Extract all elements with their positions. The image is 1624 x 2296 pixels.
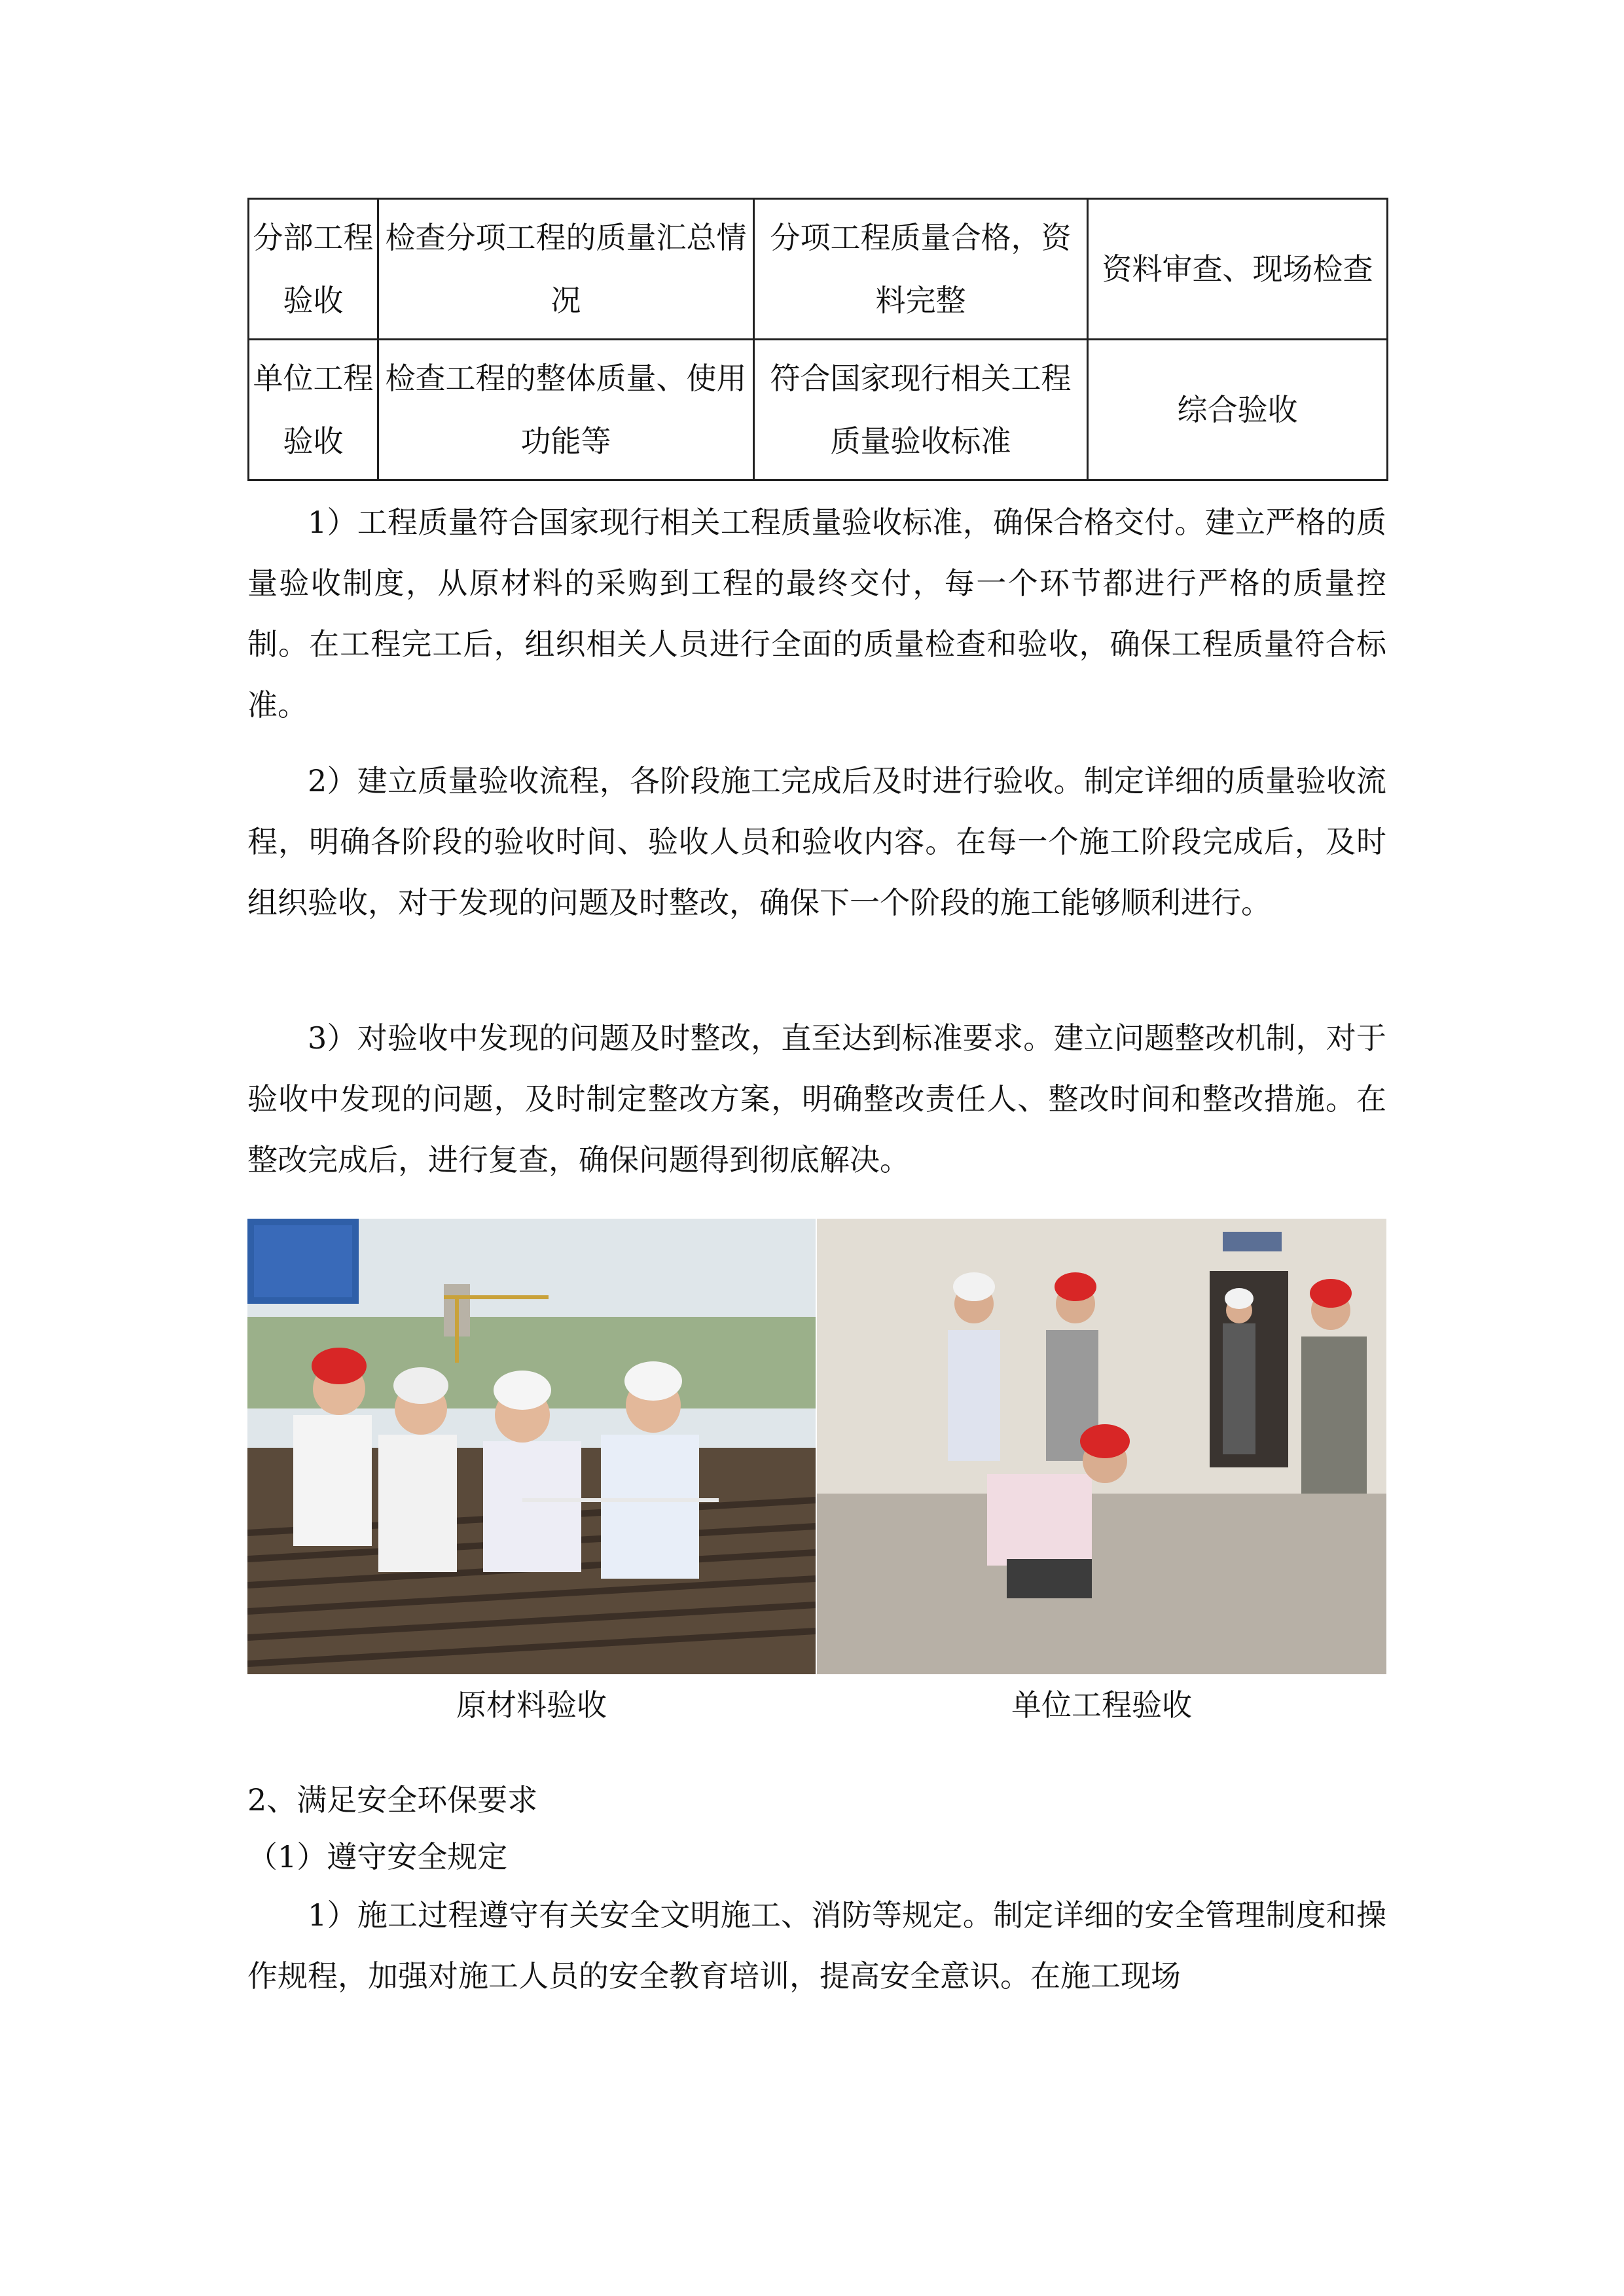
table-cell-stage: 单位工程验收 [249,340,378,480]
table-cell-stage: 分部工程验收 [249,199,378,340]
section-heading: 2、满足安全环保要求 [247,1782,538,1818]
table-cell-standard: 分项工程质量合格，资料完整 [754,199,1088,340]
photo-caption-left: 原材料验收 [456,1687,607,1723]
table-cell-content: 检查分项工程的质量汇总情况 [378,199,754,340]
subsection-heading: （1）遵守安全规定 [247,1839,508,1874]
table-cell-method: 资料审查、现场检查 [1088,199,1388,340]
table-cell-standard: 符合国家现行相关工程质量验收标准 [754,340,1088,480]
paragraph-safety-rules: 1）施工过程遵守有关安全文明施工、消防等规定。制定详细的安全管理制度和操作规程，加强对施工人员的安全教育培训，提高安全意识。在施工现场 [247,1897,1386,1994]
table-cell-content: 检查工程的整体质量、使用功能等 [378,340,754,480]
paragraph-quality-standard: 1）工程质量符合国家现行相关工程质量验收标准，确保合格交付。建立严格的质量验收制度，从原材料的采购到工程的最终交付，每一个环节都进行严格的质量控制。在工程完工后，组织相关人员进行全面的质量检查和验收，确保工程质量符合标准。 [247,505,1386,723]
unit-project-acceptance-photo [817,1219,1386,1674]
table-row [249,199,1388,340]
table-row [249,340,1388,480]
paragraph-acceptance-process: 2）建立质量验收流程，各阶段施工完成后及时进行验收。制定详细的质量验收流程，明确各阶段的验收时间、验收人员和验收内容。在每一个施工阶段完成后，及时组织验收，对于发现的问题及时整改，确保下一个阶段的施工能够顺利进行。 [247,763,1386,920]
table-cell-method: 综合验收 [1088,340,1388,480]
acceptance-table [247,198,1388,481]
photo-caption-right: 单位工程验收 [1011,1687,1192,1723]
raw-material-inspection-photo [247,1219,816,1674]
paragraph-rectification: 3）对验收中发现的问题及时整改，直至达到标准要求。建立问题整改机制，对于验收中发现的问题，及时制定整改方案，明确整改责任人、整改时间和整改措施。在整改完成后，进行复查，确保问题得到彻底解决。 [247,1020,1386,1177]
